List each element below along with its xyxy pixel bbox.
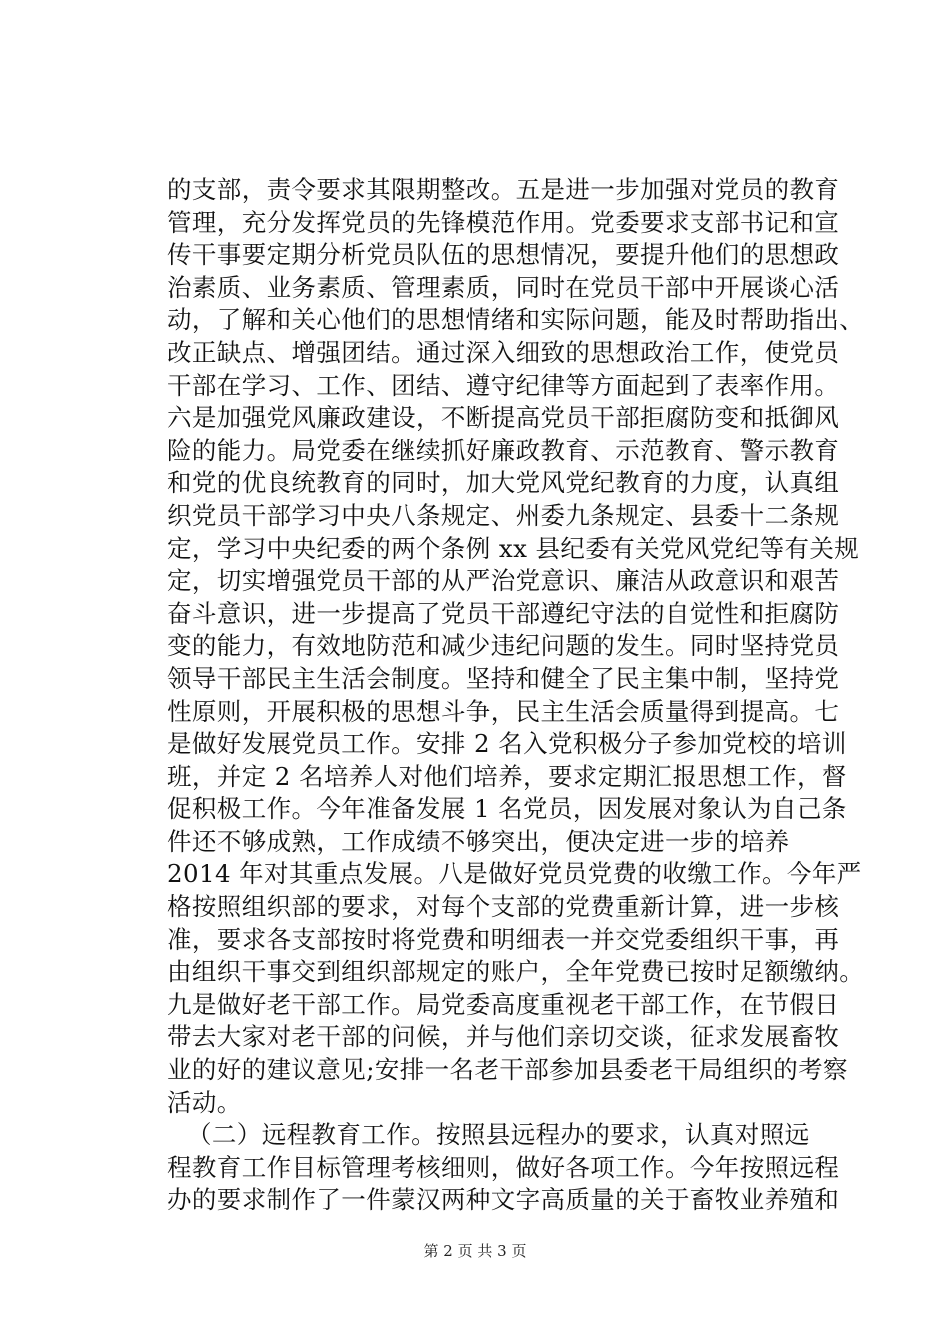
text-line: 治素质、业务素质、管理素质，同时在党员干部中开展谈心活 <box>167 272 840 302</box>
text-line: 奋斗意识，进一步提高了党员干部遵纪守法的自觉性和拒腐防 <box>167 598 840 628</box>
text-line: 由组织干事交到组织部规定的账户，全年党费已按时足额缴纳。 <box>167 957 865 987</box>
text-line: 活动。 <box>167 1087 242 1117</box>
text-line: 格按照组织部的要求，对每个支部的党费重新计算，进一步核 <box>167 892 840 922</box>
text-line: 办的要求制作了一件蒙汉两种文字高质量的关于畜牧业养殖和 <box>167 1185 840 1215</box>
text-line: 管理，充分发挥党员的先锋模范作用。党委要求支部书记和宣 <box>167 207 840 237</box>
text-line: 班，并定 2 名培养人对他们培养，要求定期汇报思想工作，督 <box>167 761 847 791</box>
text-line: 业的好的建议意见;安排一名老干部参加县委老干局组织的考察 <box>167 1055 848 1085</box>
text-line: 传干事要定期分析党员队伍的思想情况，要提升他们的思想政 <box>167 240 840 270</box>
text-line: 织党员干部学习中央八条规定、州委九条规定、县委十二条规 <box>167 500 840 530</box>
text-line: 性原则，开展积极的思想斗争，民主生活会质量得到提高。七 <box>167 696 840 726</box>
text-line: 是做好发展党员工作。安排 2 名入党积极分子参加党校的培训 <box>167 729 847 759</box>
text-line: 险的能力。局党委在继续抓好廉政教育、示范教育、警示教育 <box>167 435 840 465</box>
text-line: 领导干部民主生活会制度。坚持和健全了民主集中制，坚持党 <box>167 663 840 693</box>
text-line: 件还不够成熟，工作成绩不够突出，便决定进一步的培养 <box>167 826 790 856</box>
text-line: 定，学习中央纪委的两个条例 xx 县纪委有关党风党纪等有关规 <box>167 533 860 563</box>
text-line: 六是加强党风廉政建设，不断提高党员干部拒腐防变和抵御风 <box>167 403 840 433</box>
text-line: 准，要求各支部按时将党费和明细表一并交党委组织干事，再 <box>167 924 840 954</box>
text-line: 变的能力，有效地防范和减少违纪问题的发生。同时坚持党员 <box>167 631 840 661</box>
text-line-indented: （二）远程教育工作。按照县远程办的要求，认真对照远 <box>187 1120 810 1150</box>
body-text <box>167 174 865 1217</box>
text-line: 干部在学习、工作、团结、遵守纪律等方面起到了表率作用。 <box>167 370 840 400</box>
text-line: 2014 年对其重点发展。八是做好党员党费的收缴工作。今年严 <box>167 859 862 889</box>
text-line: 定，切实增强党员干部的从严治党意识、廉洁从政意识和艰苦 <box>167 566 840 596</box>
text-line: 动，了解和关心他们的思想情绪和实际问题，能及时帮助指出、 <box>167 305 865 335</box>
text-line: 带去大家对老干部的问候，并与他们亲切交谈，征求发展畜牧 <box>167 1022 840 1052</box>
text-line: 促积极工作。今年准备发展 1 名党员，因发展对象认为自己条 <box>167 794 847 824</box>
text-line: 改正缺点、增强团结。通过深入细致的思想政治工作，使党员 <box>167 337 840 367</box>
page-number-footer: 第 2 页 共 3 页 <box>423 1242 527 1260</box>
text-line: 九是做好老干部工作。局党委高度重视老干部工作，在节假日 <box>167 989 840 1019</box>
text-line: 的支部，责令要求其限期整改。五是进一步加强对党员的教育 <box>167 175 840 204</box>
text-line: 和党的优良统教育的同时，加大党风党纪教育的力度，认真组 <box>167 468 840 498</box>
text-line: 程教育工作目标管理考核细则，做好各项工作。今年按照远程 <box>167 1152 840 1182</box>
